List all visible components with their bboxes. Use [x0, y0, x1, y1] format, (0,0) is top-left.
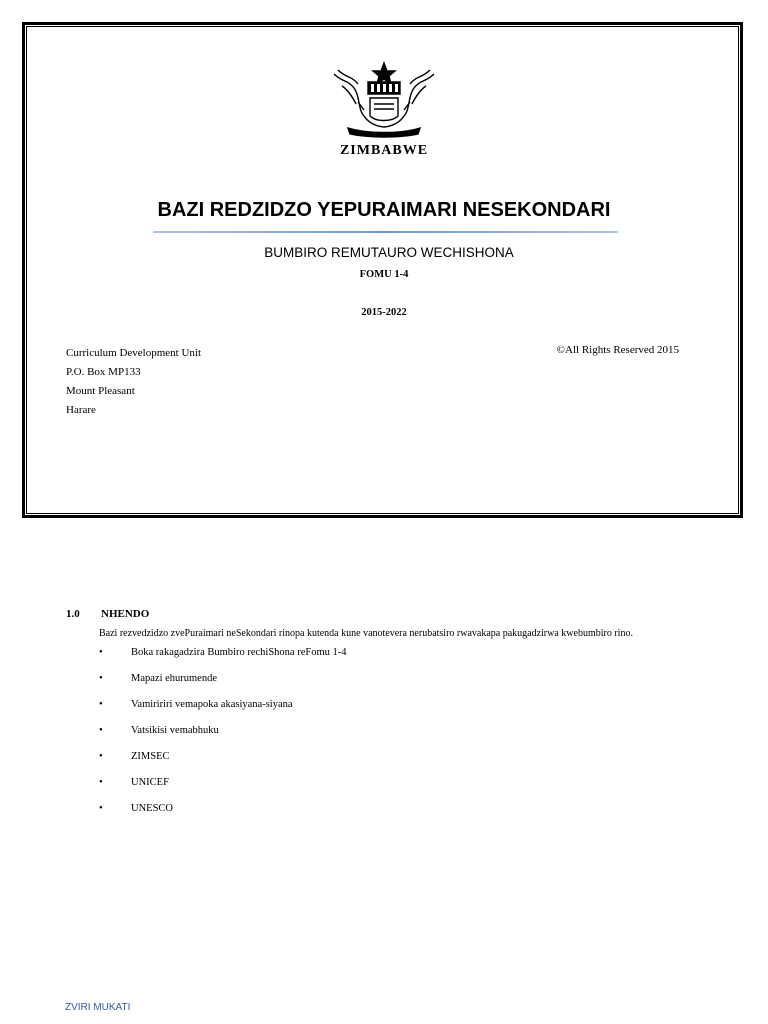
- list-item-text: UNESCO: [131, 803, 174, 814]
- list-item: [99, 672, 346, 698]
- section-number: 1.0: [66, 608, 80, 620]
- table-of-contents-heading: ZVIRI MUKATI: [65, 1002, 131, 1013]
- publisher-address: [66, 344, 201, 420]
- bullet-icon: •: [99, 777, 103, 788]
- address-line: Mount Pleasant: [66, 385, 135, 397]
- list-item: [99, 646, 346, 672]
- zimbabwe-coat-of-arms-icon: [328, 60, 440, 138]
- address-line: Curriculum Development Unit: [66, 347, 202, 359]
- list-item: [99, 802, 346, 828]
- year-range: 2015-2022: [361, 307, 407, 318]
- bullet-icon: •: [99, 803, 103, 814]
- section-paragraph: Bazi rezvedzidzo zvePuraimari neSekondari rinopa kutenda kune vanotevera nerubatsiro rwavakapa pakugadzirwa kwebumbiro rino.: [99, 628, 633, 639]
- address-line: P.O. Box MP133: [66, 366, 141, 378]
- acknowledgement-list: [99, 646, 346, 828]
- bullet-icon: •: [99, 751, 103, 762]
- bullet-icon: •: [99, 699, 103, 710]
- ministry-title: BAZI REDZIDZO YEPURAIMARI NESEKONDARI: [157, 199, 611, 221]
- address-line: Harare: [66, 404, 96, 416]
- list-item: [99, 776, 346, 802]
- list-item-text: Mapazi ehurumende: [131, 673, 218, 684]
- title-underline-divider: [153, 231, 618, 233]
- bullet-icon: •: [99, 673, 103, 684]
- list-item: [99, 698, 346, 724]
- list-item-text: Vamiririri vemapoka akasiyana-siyana: [131, 699, 293, 710]
- list-item-text: Vatsikisi vemabhuku: [131, 725, 219, 736]
- copyright-notice: ©All Rights Reserved 2015: [556, 344, 679, 356]
- list-item: [99, 750, 346, 776]
- bullet-icon: •: [99, 647, 103, 658]
- section-heading: NHENDO: [101, 608, 150, 620]
- list-item-text: ZIMSEC: [131, 751, 170, 762]
- list-item: [99, 724, 346, 750]
- document-subtitle: BUMBIRO REMUTAURO WECHISHONA: [264, 245, 514, 260]
- country-name: ZIMBABWE: [339, 143, 429, 158]
- bullet-icon: •: [99, 725, 103, 736]
- list-item-text: UNICEF: [131, 777, 169, 788]
- list-item-text: Boka rakagadzira Bumbiro rechiShona reFomu 1-4: [131, 647, 347, 658]
- form-level: FOMU 1-4: [359, 269, 409, 280]
